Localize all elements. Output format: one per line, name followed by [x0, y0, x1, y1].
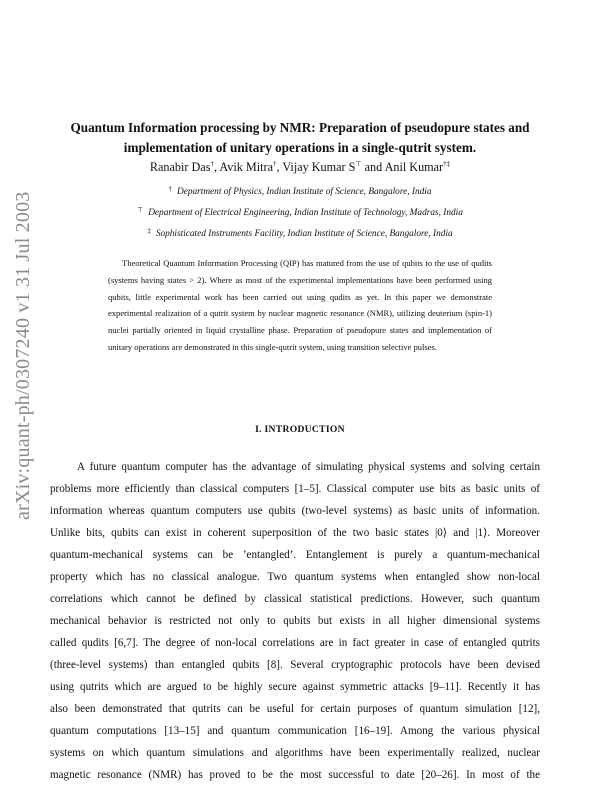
author-name: Ranabir Das [149, 160, 211, 175]
author-mark: †‡ [443, 160, 451, 168]
affiliation-electrical [40, 206, 560, 218]
affiliation-mark: ⊤ [137, 206, 144, 214]
author-name: Anil Kumar [384, 160, 444, 175]
paragraph-line: correlations which cannot be defined by classical statistical predictions. However, such quantum [50, 593, 540, 605]
paragraph-line: information whereas quantum computers use qubits (two-level systems) as basic units of information. [50, 505, 540, 517]
affiliation-mark: ‡ [147, 227, 151, 235]
author-name: Vijay Kumar S [282, 160, 356, 175]
author-separator: , [213, 160, 220, 175]
arxiv-identifier-stamp: arXiv:quant-ph/0307240 v1 31 Jul 2003 [12, 191, 34, 520]
author-mark: † [272, 160, 277, 168]
author-name: Avik Mitra [219, 160, 273, 175]
paragraph-line: using qutrits which are argued to be highly secure against symmetric attacks [9–11]. Recently it has [50, 681, 540, 693]
paragraph-line: called qudits [6,7]. The degree of non-local correlations are in fact greater in case of entangled qutrits [50, 637, 540, 649]
author-mark: † [210, 160, 214, 168]
affiliation-text: Sophisticated Instruments Facility, Indian Institute of Science, Bangalore, India [155, 229, 453, 239]
introduction-body [50, 456, 540, 786]
title-line: Quantum Information processing by NMR: Preparation of pseudopure states and [70, 120, 530, 135]
author-separator: , [276, 160, 283, 175]
section-heading: I. INTRODUCTION [255, 424, 345, 435]
paragraph-line: quantum-mechanical systems can be ’entangled’. Entanglement is purely a quantum-mechanical [50, 549, 540, 561]
affiliation-mark: † [168, 185, 172, 193]
paragraph-line: Unlike bits, qubits can exist in coherent superposition of the two basic states |0⟩ and |1⟩. Moreover [50, 527, 540, 539]
paragraph-line: A future quantum computer has the advantage of simulating physical systems and solving certain [77, 461, 540, 473]
paragraph-line: magnetic resonance (NMR) has proved to be the most successful to date [20–26]. In most of the [50, 769, 540, 781]
title-line: implementation of unitary operations in a single-qutrit system. [123, 140, 477, 155]
affiliation-instruments [40, 227, 560, 239]
paper-title [40, 118, 560, 158]
paragraph-line: quantum computations [13–15] and quantum communication [16–19]. Among the various physical [50, 725, 540, 737]
affiliation-text: Department of Electrical Engineering, Indian Institute of Technology, Madras, India [148, 208, 463, 218]
author-mark: ⊤ [355, 160, 362, 168]
paragraph-line: (three-level systems) than entangled qubits [8]. Several cryptographic protocols have been devised [50, 659, 540, 671]
affiliation-text: Department of Physics, Indian Institute of Science, Bangalore, India [177, 187, 432, 197]
paragraph-line: mechanical behavior is restricted not only to qubits but exists in all higher dimensional systems [50, 615, 540, 627]
author-list [40, 160, 560, 175]
author-separator: and [361, 160, 385, 175]
paragraph-line: problems more efficiently than classical computers [1–5]. Classical computer use bits as basic units of [50, 483, 540, 495]
abstract: Theoretical Quantum Information Processing (QIP) has matured from the use of qubits to the use of qudits (systems having states > 2). Where as most of the experimental implementations have been performed using qubits, little experimental work has been carried out using qudits as yet. In this paper we demonstrate experimental realization of a qutrit system by nuclear magnetic resonance (NMR), utilizing deuterium (spin-1) nuclei partially oriented in liquid crystalline phase. Preparation of pseudopure states and implementation of unitary operations are demonstrated in this single-qutrit system, using transition selective pulses. [108, 258, 492, 352]
paragraph-line: property which has no classical analogue. Two quantum systems when entangled show non-local [50, 571, 540, 583]
affiliation-physics [40, 185, 560, 197]
paragraph-line: also been demonstrated that qutrits can be useful for certain purposes of quantum simulation [12], [50, 703, 540, 715]
paragraph-line: systems on which quantum simulations and algorithms have been experimentally realized, nuclear [50, 747, 540, 759]
